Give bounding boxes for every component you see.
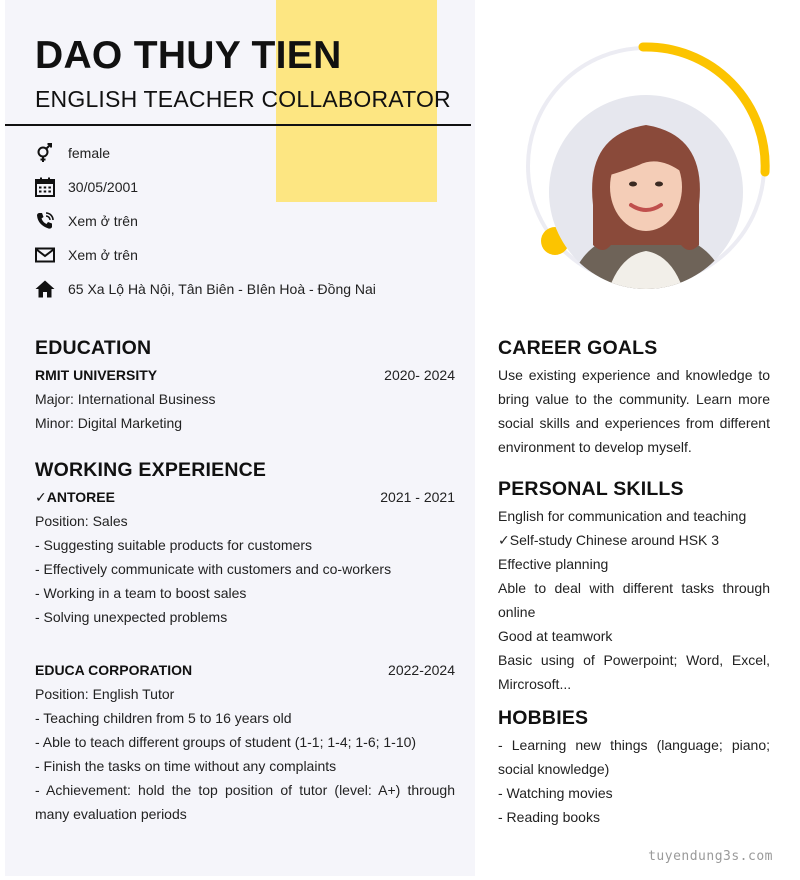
job-bullet: many evaluation periods [35,806,187,822]
job-bullet: - Solving unexpected problems [35,609,228,625]
education-major: Major: International Business [35,391,216,407]
hobby-line: - Watching movies [498,785,613,801]
job-title: ENGLISH TEACHER COLLABORATOR [35,86,451,112]
hobby-line: - Learning new things (language; piano; [498,737,770,753]
skills-heading: PERSONAL SKILLS [498,478,684,500]
career-goals-heading: CAREER GOALS [498,337,658,359]
calendar-icon [35,177,55,197]
education-minor: Minor: Digital Marketing [35,415,183,431]
phone-text: Xem ở trên [68,213,138,229]
job-company: ✓ANTOREE [35,489,115,505]
experience-heading: WORKING EXPERIENCE [35,459,267,481]
education-years: 2020- 2024 [384,367,455,383]
job-years: 2021 - 2021 [380,489,455,505]
contact-address [35,278,376,300]
career-goals-line: social skills and experiences from different [498,415,770,431]
contact-gender [35,142,110,164]
education-heading: EDUCATION [35,337,152,359]
education-school: RMIT UNIVERSITY [35,367,158,383]
skill-line: English for communication and teaching [498,508,747,524]
watermark: tuyendung3s.com [648,849,773,864]
skill-line: online [498,604,536,620]
job-bullet: - Achievement: hold the top position of tutor (level: A+) through [35,782,455,798]
hobbies-heading: HOBBIES [498,707,589,729]
job-bullet: - Teaching children from 5 to 16 years old [35,710,292,726]
contact-phone [35,210,138,232]
contact-birthday [35,176,138,198]
job-position: Position: English Tutor [35,686,175,702]
profile-photo [549,95,743,289]
job-position: Position: Sales [35,513,128,529]
career-goals-line: Use existing experience and knowledge to [498,367,770,383]
candidate-name: DAO THUY TIEN [35,34,342,77]
skill-line: Effective planning [498,556,609,572]
job-years: 2022-2024 [388,662,455,678]
skill-line: ✓Self-study Chinese around HSK 3 [498,532,720,548]
career-goals-line: bring value to the community. Learn more [498,391,770,407]
hobby-line: - Reading books [498,809,600,825]
skill-line: Basic using of Powerpoint; Word, Excel, [498,652,770,668]
job-bullet: - Suggesting suitable products for customers [35,537,313,553]
skill-line: Able to deal with different tasks through [498,580,770,596]
skill-line: Good at teamwork [498,628,613,644]
hobby-line: social knowledge) [498,761,610,777]
gender-icon [35,143,55,163]
job-bullet: - Working in a team to boost sales [35,585,247,601]
address-text: 65 Xa Lộ Hà Nội, Tân Biên - BIên Hoà - Đồng Nai [68,281,376,297]
email-text: Xem ở trên [68,247,138,263]
job-bullet: - Finish the tasks on time without any complaints [35,758,337,774]
job-bullet: - Effectively communicate with customers and co-workers [35,561,392,577]
mail-icon [35,245,55,265]
job-bullet: - Able to teach different groups of student (1-1; 1-4; 1-6; 1-10) [35,734,417,750]
birthday-text: 30/05/2001 [68,179,139,195]
job-company: EDUCA CORPORATION [35,662,193,678]
skill-line: Mircrosoft... [498,676,572,692]
header-divider [5,124,471,126]
home-icon [35,279,55,299]
phone-icon [35,211,55,231]
contact-email [35,244,138,266]
gender-text: female [68,145,111,161]
career-goals-line: environment to develop myself. [498,439,692,455]
